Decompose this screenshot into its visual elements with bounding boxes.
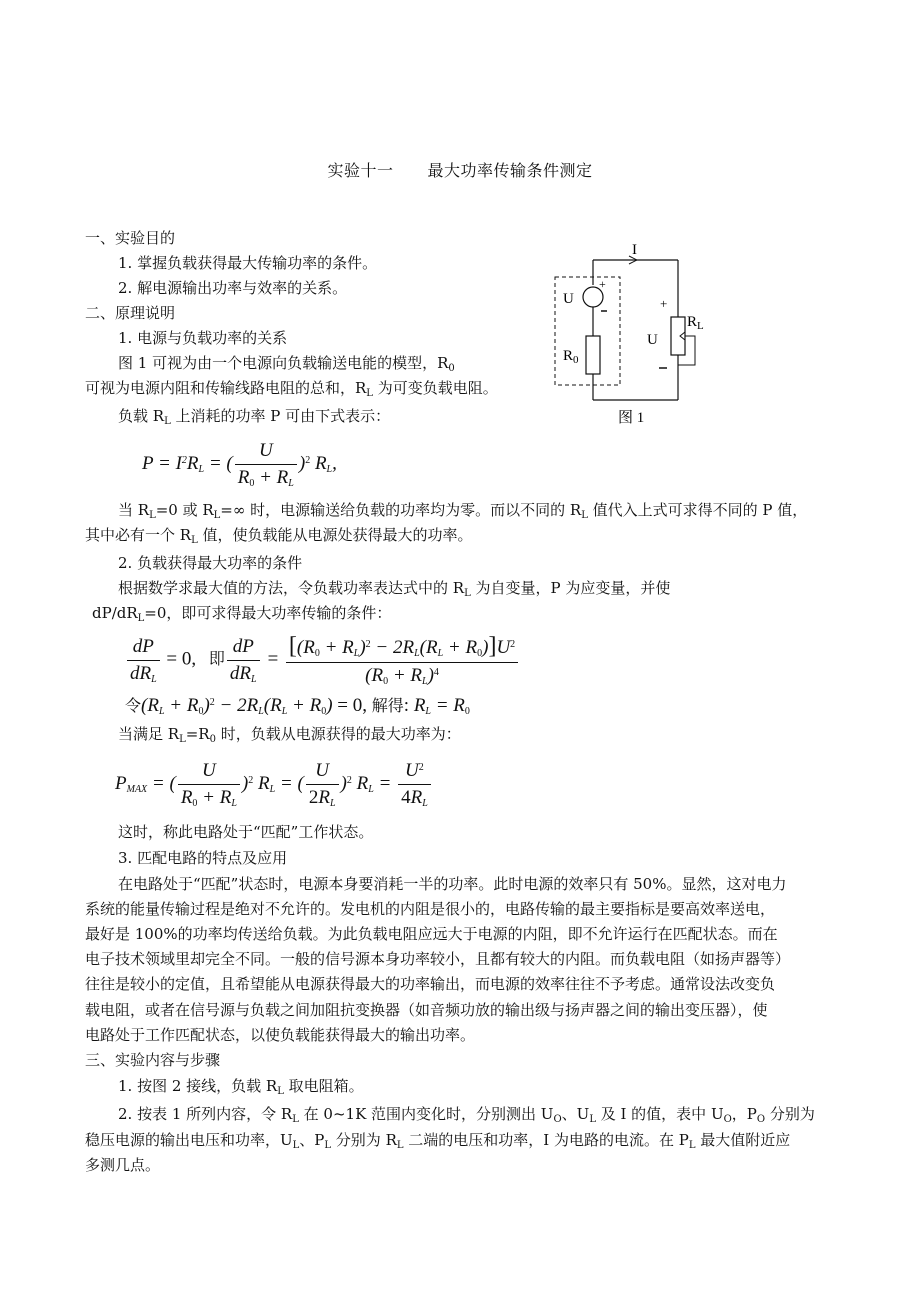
- subheading-power-relation: 1. 电源与负载功率的关系: [118, 329, 288, 347]
- paragraph-line: 最好是 100%的功率均传送给负载。为此负载电阻应远大于电源的内阻，即不允许运行在匹配状态。而在: [85, 925, 778, 943]
- paragraph-line: 电子技术领域里却完全不同。一般的信号源本身功率较小，且都有较大的内阻。而负载电阻（如扬声器等）: [85, 950, 791, 968]
- paragraph-line: $dP/dR_L=0$，即可求得最大功率传输的条件：: [92, 604, 392, 624]
- paragraph-line: 电路处于工作匹配状态，以使负载能获得最大的输出功率。: [85, 1026, 476, 1044]
- current-label: I: [632, 242, 637, 258]
- circuit-diagram: [545, 240, 725, 435]
- section-heading-procedure: 三、实验内容与步骤: [85, 1051, 221, 1069]
- load-voltage-label: U: [647, 332, 658, 348]
- paragraph-line: 多测几点。: [85, 1156, 161, 1174]
- paragraph-line: 可视为电源内阻和传输线路电阻的总和，$R_L$ 为可变负载电阻。: [85, 379, 498, 399]
- paragraph-line: 图 1 可视为由一个电源向负载输送电能的模型，$R_0$: [118, 354, 455, 374]
- title-experiment-number: 实验十一: [327, 161, 394, 180]
- subheading-max-power-condition: 2. 负载获得最大功率的条件: [118, 554, 303, 572]
- paragraph-line: 稳压电源的输出电压和功率，$U_L$、$P_L$ 分别为 $R_L$ 二端的电压和功率，I 为电路的电流。在 $P_L$ 最大值附近应: [85, 1131, 791, 1151]
- subheading-matching-circuit: 3. 匹配电路的特点及应用: [118, 849, 288, 867]
- paragraph-line: 根据数学求最大值的方法，令负载功率表达式中的 $R_L$ 为自变量，P 为应变量，并使: [118, 579, 671, 599]
- equation-derivative: $\frac{dP}{dR_L}$ = 0, 即 $\frac{dP}{dR_L}$ = $\frac{[(R_0 + R_L)^2 - 2R_L(R_L + R_0)]U^2}{(R_0 + R_L)^4}$: [125, 633, 520, 687]
- equation-power: $P = I^2R_L$ = ( $\frac{U}{R_0 + R_L}$ )$^2$ $R_L$,: [142, 440, 337, 489]
- paragraph-line: 系统的能量传输过程是绝对不允许的。发电机的内阻是很小的，电路传输的最主要指标是要高效率送电，: [85, 900, 776, 918]
- paragraph-line: 载电阻，或者在信号源与负载之间加阻抗变换器（如音频功放的输出级与扬声器之间的输出变压器），使: [85, 1001, 768, 1019]
- internal-resistor-icon: [586, 336, 600, 374]
- paragraph-line: 当 $R_L=0$ 或 $R_L=\infty$ 时，电源输送给负载的功率均为零。而以不同的 $R_L$ 值代入上式可求得不同的 P 值，: [118, 501, 808, 521]
- paragraph-line: 往往是较小的定值，且希望能从电源获得最大的功率输出，而电源的效率往往不予考虑。通常设法改变负: [85, 975, 776, 993]
- load-resistor-icon: [671, 317, 685, 355]
- equation-solve: 令$(R_L + R_0)^2 - 2R_L(R_L + R_0) = 0$, 解得: $R_L = R_0$: [125, 695, 470, 717]
- figure-caption: 图 1: [618, 410, 645, 426]
- internal-resistance-label: $R_0$: [563, 348, 579, 366]
- objective-item-2: 2. 解电源输出功率与效率的关系。: [118, 279, 348, 297]
- equation-pmax: $P_{MAX}$ = ( $\frac{U}{R_0 + R_L}$ )$^2$ $R_L$ = ( $\frac{U}{2R_L}$ )$^2$ $R_L$ = $\frac{U^2}{4R_L}$: [115, 760, 433, 809]
- source-voltage-label: U: [563, 291, 574, 307]
- objective-item-1: 1. 掌握负载获得最大传输功率的条件。: [118, 254, 378, 272]
- svg-text:+: +: [660, 296, 668, 311]
- section-heading-principle: 二、原理说明: [85, 304, 176, 322]
- title-experiment-name: 最大功率传输条件测定: [427, 161, 593, 180]
- section-heading-objective: 一、实验目的: [85, 229, 176, 247]
- paragraph-line: 这时，称此电路处于“匹配”工作状态。: [118, 823, 374, 841]
- procedure-step-2: 2. 按表 1 所列内容，令 $R_L$ 在 0~1K 范围内变化时，分别测出 $U_O$、$U_L$ 及 I 的值，表中 $U_O$，$P_O$ 分别为: [118, 1105, 815, 1125]
- load-resistance-label: $R_L$: [687, 314, 704, 332]
- paragraph-line: 当满足 $R_L=R_0$ 时，负载从电源获得的最大功率为：: [118, 725, 461, 745]
- page-title: [0, 158, 920, 181]
- paragraph-line: 负载 $R_L$ 上消耗的功率 P 可由下式表示：: [118, 407, 391, 427]
- paragraph-line: 在电路处于“匹配”状态时，电源本身要消耗一半的功率。此时电源的效率只有 50%。显然，这对电力: [118, 875, 787, 893]
- procedure-step-1: 1. 按图 2 接线，负载 $R_L$ 取电阻箱。: [118, 1077, 364, 1097]
- paragraph-line: 其中必有一个 $R_L$ 值，使负载能从电源处获得最大的功率。: [85, 526, 473, 546]
- svg-text:+: +: [599, 277, 606, 291]
